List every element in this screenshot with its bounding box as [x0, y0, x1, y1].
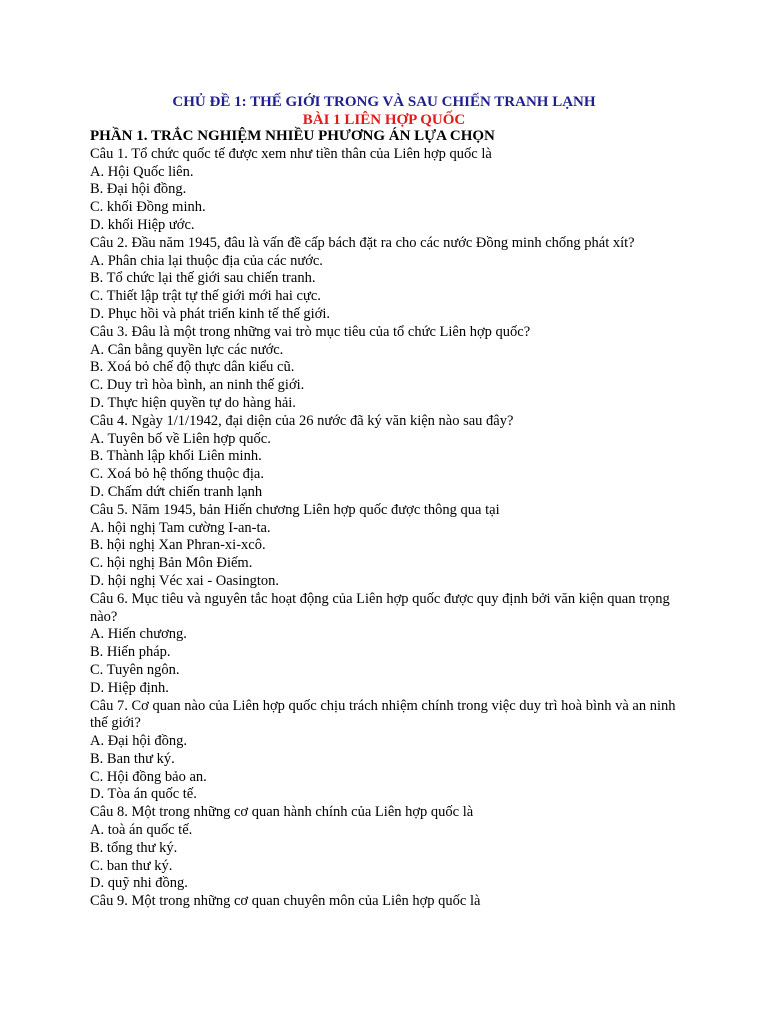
question-text: Câu 1. Tổ chức quốc tế được xem như tiền thân của Liên hợp quốc là	[90, 145, 492, 162]
question-4	[90, 413, 690, 502]
answer-option: B. Ban thư ký.	[90, 750, 175, 767]
answer-option: C. khối Đồng minh.	[90, 199, 206, 216]
answer-option: B. Hiến pháp.	[90, 644, 171, 661]
answer-option: A. Cân bằng quyền lực các nước.	[90, 341, 284, 358]
answer-option: C. Duy trì hòa bình, an ninh thế giới.	[90, 377, 305, 394]
answer-option: C. Tuyên ngôn.	[90, 661, 180, 678]
question-text: Câu 3. Đâu là một trong những vai trò mục tiêu của tổ chức Liên hợp quốc?	[90, 323, 531, 340]
answer-option: A. Hội Quốc liên.	[90, 163, 194, 180]
answer-option: D. khối Hiệp ước.	[90, 216, 195, 233]
answer-option: C. Xoá bỏ hệ thống thuộc địa.	[90, 466, 264, 483]
answer-option: D. hội nghị Véc xai - Oasington.	[90, 572, 280, 589]
answer-option: B. tổng thư ký.	[90, 839, 178, 856]
question-8	[90, 804, 690, 893]
answer-option: A. Tuyên bố về Liên hợp quốc.	[90, 430, 271, 447]
question-7	[90, 698, 690, 805]
answer-option: B. Thành lập khối Liên minh.	[90, 448, 262, 465]
question-9	[90, 893, 690, 911]
lesson-title: BÀI 1 LIÊN HỢP QUỐC	[302, 112, 466, 128]
question-6	[90, 591, 690, 698]
answer-option: A. Đại hội đồng.	[90, 733, 188, 750]
answer-option: C. ban thư ký.	[90, 857, 173, 874]
answer-option: B. Đại hội đồng.	[90, 181, 187, 198]
answer-option: A. hội nghị Tam cường I-an-ta.	[90, 519, 271, 536]
answer-option: C. Hội đồng bảo an.	[90, 768, 207, 785]
question-3	[90, 324, 690, 413]
question-text: Câu 9. Một trong những cơ quan chuyên môn của Liên hợp quốc là	[90, 893, 481, 910]
answer-option: C. hội nghị Bản Môn Điếm.	[90, 555, 253, 572]
answer-option: D. Chấm dứt chiến tranh lạnh	[90, 483, 263, 500]
answer-option: B. Tổ chức lại thế giới sau chiến tranh.	[90, 270, 316, 287]
question-text: Câu 5. Năm 1945, bản Hiến chương Liên hợp quốc được thông qua tại	[90, 501, 500, 518]
question-text: Câu 4. Ngày 1/1/1942, đại diện của 26 nước đã ký văn kiện nào sau đây?	[90, 412, 514, 429]
answer-option: D. Tòa án quốc tế.	[90, 786, 197, 803]
answer-option: D. Hiệp định.	[90, 679, 169, 696]
question-5	[90, 502, 690, 591]
question-2	[90, 235, 690, 324]
question-text: Câu 7. Cơ quan nào của Liên hợp quốc chịu trách nhiệm chính trong việc duy trì hoà bình và an ninh thế giới?	[90, 697, 676, 732]
question-text: Câu 8. Một trong những cơ quan hành chính của Liên hợp quốc là	[90, 804, 474, 821]
answer-option: D. Thực hiện quyền tự do hàng hải.	[90, 394, 296, 411]
question-1	[90, 146, 690, 235]
section-heading: PHẦN 1. TRẮC NGHIỆM NHIỀU PHƯƠNG ÁN LỰA CHỌN	[90, 128, 495, 144]
topic-title: CHỦ ĐỀ 1: THẾ GIỚI TRONG VÀ SAU CHIẾN TRANH LẠNH	[172, 94, 596, 110]
answer-option: A. Hiến chương.	[90, 626, 187, 643]
answer-option: B. Xoá bỏ chế độ thực dân kiểu cũ.	[90, 359, 295, 376]
answer-option: C. Thiết lập trật tự thế giới mới hai cực.	[90, 288, 321, 305]
answer-option: A. toà án quốc tế.	[90, 822, 193, 839]
answer-option: B. hội nghị Xan Phran-xi-xcô.	[90, 537, 266, 554]
question-text: Câu 6. Mục tiêu và nguyên tắc hoạt động của Liên hợp quốc được quy định bởi văn kiện quan trọng nào?	[90, 590, 670, 625]
document-body	[90, 128, 690, 911]
answer-option: D. quỹ nhi đồng.	[90, 875, 188, 892]
answer-option: D. Phục hồi và phát triển kinh tế thế giới.	[90, 305, 331, 322]
question-text: Câu 2. Đầu năm 1945, đâu là vấn đề cấp bách đặt ra cho các nước Đồng minh chống phát xít?	[90, 234, 635, 251]
answer-option: A. Phân chia lại thuộc địa của các nước.	[90, 252, 323, 269]
